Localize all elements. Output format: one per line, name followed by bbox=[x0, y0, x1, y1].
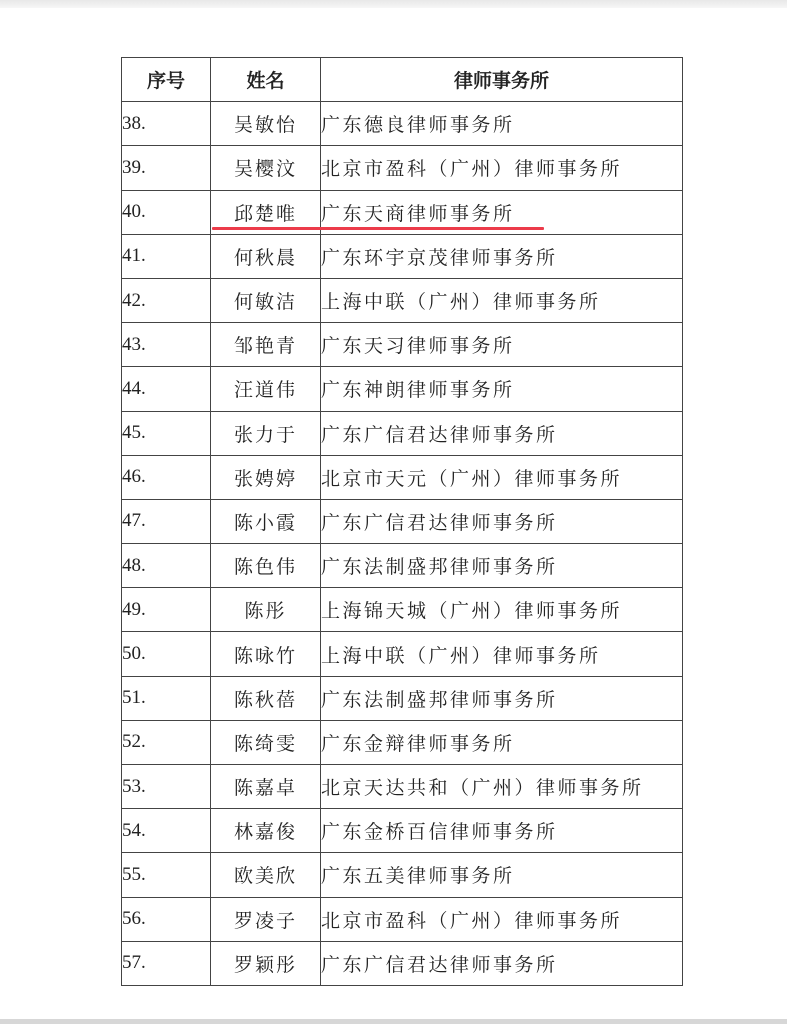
table-row bbox=[122, 676, 683, 720]
row-number: 49. bbox=[122, 588, 211, 632]
row-firm: 北京市盈科（广州）律师事务所 bbox=[321, 897, 683, 941]
row-number: 46. bbox=[122, 455, 211, 499]
row-firm: 北京天达共和（广州）律师事务所 bbox=[321, 765, 683, 809]
row-firm: 广东广信君达律师事务所 bbox=[321, 941, 683, 985]
row-name: 张娉婷 bbox=[211, 455, 321, 499]
lawyer-roster-table bbox=[121, 57, 683, 986]
row-name: 林嘉俊 bbox=[211, 809, 321, 853]
row-name: 陈秋蓓 bbox=[211, 676, 321, 720]
row-firm: 广东金桥百信律师事务所 bbox=[321, 809, 683, 853]
row-firm: 广东广信君达律师事务所 bbox=[321, 499, 683, 543]
row-number: 38. bbox=[122, 102, 211, 146]
table-row bbox=[122, 632, 683, 676]
row-number: 55. bbox=[122, 853, 211, 897]
row-number: 43. bbox=[122, 323, 211, 367]
header-firm: 律师事务所 bbox=[321, 58, 683, 102]
row-number: 42. bbox=[122, 278, 211, 322]
row-firm: 上海中联（广州）律师事务所 bbox=[321, 278, 683, 322]
row-firm: 广东天习律师事务所 bbox=[321, 323, 683, 367]
row-number: 47. bbox=[122, 499, 211, 543]
row-firm: 广东广信君达律师事务所 bbox=[321, 411, 683, 455]
row-name: 吴樱汶 bbox=[211, 146, 321, 190]
row-number: 45. bbox=[122, 411, 211, 455]
table-row bbox=[122, 765, 683, 809]
row-firm: 上海锦天城（广州）律师事务所 bbox=[321, 588, 683, 632]
row-firm: 北京市天元（广州）律师事务所 bbox=[321, 455, 683, 499]
table-row bbox=[122, 146, 683, 190]
row-name: 罗颖彤 bbox=[211, 941, 321, 985]
row-number: 56. bbox=[122, 897, 211, 941]
row-number: 41. bbox=[122, 234, 211, 278]
row-number: 51. bbox=[122, 676, 211, 720]
table-row bbox=[122, 367, 683, 411]
row-number: 54. bbox=[122, 809, 211, 853]
row-name: 陈色伟 bbox=[211, 544, 321, 588]
row-firm: 广东法制盛邦律师事务所 bbox=[321, 676, 683, 720]
row-firm: 广东金辩律师事务所 bbox=[321, 720, 683, 764]
row-number: 53. bbox=[122, 765, 211, 809]
table-row bbox=[122, 455, 683, 499]
viewer-bottom-bar bbox=[0, 1019, 787, 1024]
row-number: 57. bbox=[122, 941, 211, 985]
row-firm: 广东德良律师事务所 bbox=[321, 102, 683, 146]
table-row bbox=[122, 853, 683, 897]
header-number: 序号 bbox=[122, 58, 211, 102]
table-row bbox=[122, 809, 683, 853]
table-row bbox=[122, 720, 683, 764]
table-row bbox=[122, 941, 683, 985]
table-row bbox=[122, 897, 683, 941]
row-name: 陈嘉卓 bbox=[211, 765, 321, 809]
row-firm: 北京市盈科（广州）律师事务所 bbox=[321, 146, 683, 190]
row-number: 52. bbox=[122, 720, 211, 764]
row-name: 何敏洁 bbox=[211, 278, 321, 322]
row-name: 邹艳青 bbox=[211, 323, 321, 367]
row-number: 50. bbox=[122, 632, 211, 676]
row-name: 邱楚唯 bbox=[211, 190, 321, 234]
table-row bbox=[122, 544, 683, 588]
table-row bbox=[122, 102, 683, 146]
table-row bbox=[122, 234, 683, 278]
row-name: 罗凌子 bbox=[211, 897, 321, 941]
table-row bbox=[122, 499, 683, 543]
row-firm: 上海中联（广州）律师事务所 bbox=[321, 632, 683, 676]
row-firm: 广东神朗律师事务所 bbox=[321, 367, 683, 411]
row-firm: 广东五美律师事务所 bbox=[321, 853, 683, 897]
row-name: 张力于 bbox=[211, 411, 321, 455]
row-name: 陈绮雯 bbox=[211, 720, 321, 764]
header-name: 姓名 bbox=[211, 58, 321, 102]
viewer-top-bar bbox=[0, 0, 787, 8]
row-name: 陈咏竹 bbox=[211, 632, 321, 676]
row-name: 欧美欣 bbox=[211, 853, 321, 897]
table-header-row bbox=[122, 58, 683, 102]
table-row bbox=[122, 411, 683, 455]
row-firm: 广东法制盛邦律师事务所 bbox=[321, 544, 683, 588]
row-name: 汪道伟 bbox=[211, 367, 321, 411]
row-number: 40. bbox=[122, 190, 211, 234]
table-row bbox=[122, 588, 683, 632]
row-name: 何秋晨 bbox=[211, 234, 321, 278]
row-name: 陈彤 bbox=[211, 588, 321, 632]
table-row bbox=[122, 323, 683, 367]
row-name: 吴敏怡 bbox=[211, 102, 321, 146]
row-number: 48. bbox=[122, 544, 211, 588]
highlight-underline-annotation bbox=[212, 227, 544, 230]
row-firm: 广东天商律师事务所 bbox=[321, 190, 683, 234]
row-number: 39. bbox=[122, 146, 211, 190]
table-row bbox=[122, 278, 683, 322]
row-number: 44. bbox=[122, 367, 211, 411]
row-name: 陈小霞 bbox=[211, 499, 321, 543]
row-firm: 广东环宇京茂律师事务所 bbox=[321, 234, 683, 278]
